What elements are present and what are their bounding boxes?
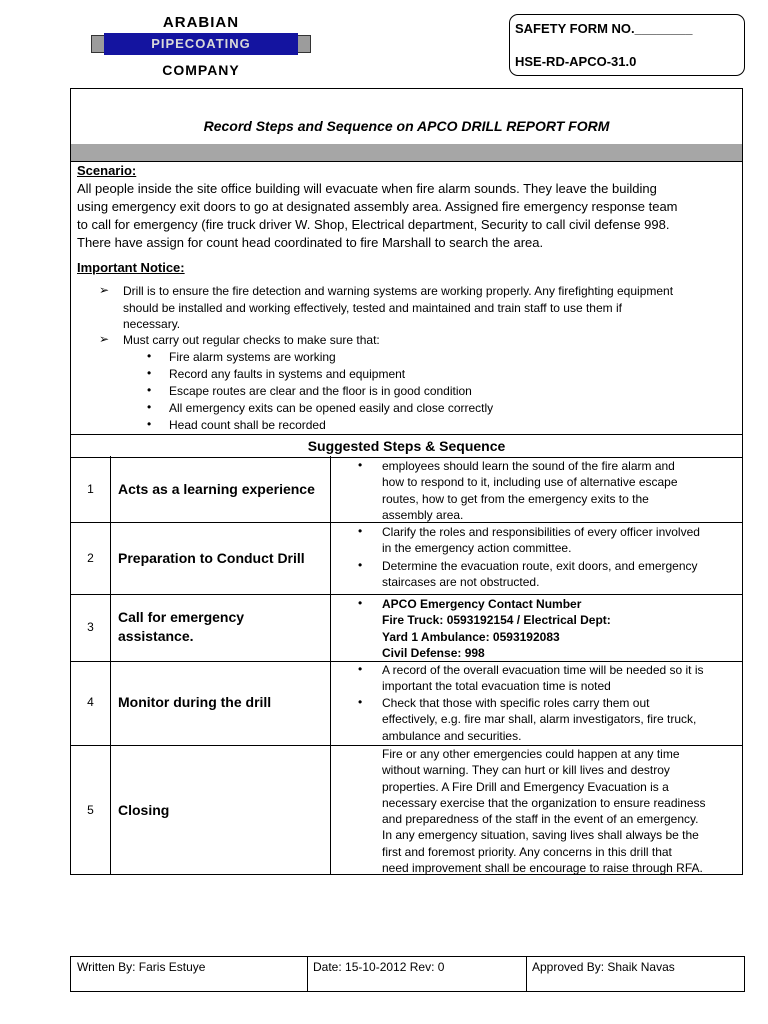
step-row	[71, 662, 742, 746]
step-number: 3	[87, 620, 94, 634]
step-number: 5	[87, 803, 94, 817]
dot-bullet-icon: •	[358, 695, 363, 709]
signature-footer	[70, 956, 745, 992]
desc-line: Check that those with specific roles carry them out	[382, 696, 650, 710]
desc-line: In any emergency situation, saving lives shall always be the	[382, 828, 699, 843]
desc-line: properties. A Fire Drill and Emergency Evacuation is a	[382, 779, 669, 794]
step-row	[71, 523, 742, 595]
desc-line: need improvement shall be encourage to raise through RFA.	[382, 861, 703, 876]
drill-report-form	[70, 88, 743, 875]
notice-sub-item: Fire alarm systems are working	[169, 350, 336, 364]
step-description	[382, 558, 737, 591]
dot-bullet-icon: •	[147, 366, 152, 380]
step-label-line: assistance.	[118, 628, 194, 644]
title-row	[71, 89, 742, 145]
arrow-bullet-icon: ➢	[99, 332, 110, 346]
grey-divider-bar	[71, 144, 742, 162]
safety-form-box	[509, 14, 745, 76]
scenario-line: using emergency exit doors to go at designated assembly area. Assigned fire emergency response team	[77, 199, 678, 214]
desc-line: Determine the evacuation route, exit doors, and emergency	[382, 559, 698, 573]
safety-form-code: HSE-RD-APCO-31.0	[515, 54, 637, 69]
emergency-contacts	[382, 596, 737, 661]
desc-line: APCO Emergency Contact Number	[382, 597, 582, 611]
desc-line: A record of the overall evacuation time will be needed so it is	[382, 663, 704, 677]
dot-bullet-icon: •	[147, 383, 152, 397]
notice-item-line: Drill is to ensure the fire detection and warning systems are working properly. Any firefighting equipment	[123, 284, 674, 298]
desc-line: Civil Defense: 998	[382, 645, 485, 660]
scenario-line: All people inside the site office building will evacuate when fire alarm sounds. They leave the building	[77, 181, 657, 196]
scenario-line: to call for emergency (fire truck driver W. Shop, Electrical department, Security to call civil defense 998.	[77, 217, 670, 232]
logo-line-2: PIPECOATING	[104, 33, 298, 55]
form-title: Record Steps and Sequence on APCO DRILL REPORT FORM	[203, 118, 610, 134]
step-description	[382, 746, 737, 876]
dot-bullet-icon: •	[358, 596, 363, 610]
dot-bullet-icon: •	[358, 458, 363, 472]
notice-sub-item: Head count shall be recorded	[169, 418, 326, 432]
step-description	[382, 458, 737, 523]
date-revision: Date: 15-10-2012 Rev: 0	[313, 960, 445, 974]
dot-bullet-icon: •	[358, 662, 363, 676]
desc-line: without warning. They can hurt or kill lives and destroy	[382, 763, 670, 778]
step-number: 4	[87, 695, 94, 709]
step-row	[71, 456, 742, 523]
desc-line: first and foremost priority. Any concerns in this drill that	[382, 844, 672, 859]
logo-line-1: ARABIAN	[162, 14, 240, 31]
desc-line: how to respond to it, including use of alternative escape	[382, 475, 678, 490]
desc-line: ambulance and securities.	[382, 728, 522, 743]
step-row	[71, 595, 742, 662]
step-label: Preparation to Conduct Drill	[118, 550, 305, 566]
arrow-bullet-icon: ➢	[99, 283, 110, 297]
step-row	[71, 746, 742, 874]
scenario-line: There have assign for count head coordinated to fire Marshall to search the area.	[77, 235, 544, 250]
step-description	[382, 662, 737, 695]
dot-bullet-icon: •	[358, 524, 363, 538]
notice-item-2: Must carry out regular checks to make sure that:	[123, 333, 380, 347]
desc-line: Clarify the roles and responsibilities of every officer involved	[382, 525, 700, 539]
desc-line: effectively, e.g. fire mar shall, alarm investigators, fire truck,	[382, 712, 697, 727]
desc-line: routes, how to get from the emergency exits to the	[382, 491, 649, 506]
notice-sub-item: Record any faults in systems and equipment	[169, 367, 406, 381]
company-logo	[88, 14, 314, 80]
dot-bullet-icon: •	[147, 349, 152, 363]
notice-heading: Important Notice:	[77, 260, 185, 275]
step-number: 2	[87, 551, 94, 565]
desc-line: Yard 1 Ambulance: 0593192083	[382, 629, 560, 644]
written-by: Written By: Faris Estuye	[77, 960, 206, 974]
desc-line: employees should learn the sound of the fire alarm and	[382, 459, 675, 473]
approved-by: Approved By: Shaik Navas	[532, 960, 675, 974]
step-label: Closing	[118, 802, 170, 818]
step-label: Acts as a learning experience	[118, 481, 315, 497]
desc-line: in the emergency action committee.	[382, 541, 572, 556]
desc-line: and preparedness of the staff in the event of an emergency.	[382, 812, 699, 827]
steps-header: Suggested Steps & Sequence	[71, 434, 742, 458]
notice-item-line: should be installed and working effectively, tested and maintained and train staff to use them if	[123, 300, 622, 315]
scenario-heading: Scenario:	[77, 163, 137, 178]
notice-item-1	[123, 283, 673, 333]
step-label	[118, 608, 328, 646]
notice-sub-item: All emergency exits can be opened easily and close correctly	[169, 401, 494, 415]
notice-sub-item: Escape routes are clear and the floor is in good condition	[169, 384, 472, 398]
dot-bullet-icon: •	[147, 417, 152, 431]
notice-item-line: necessary.	[123, 317, 181, 331]
desc-line: assembly area.	[382, 507, 464, 522]
step-description	[382, 524, 737, 557]
scenario-section	[77, 162, 736, 252]
safety-form-label: SAFETY FORM NO.________	[515, 21, 693, 36]
step-description	[382, 695, 737, 744]
logo-line-3: COMPANY	[162, 62, 240, 78]
step-label: Monitor during the drill	[118, 694, 272, 710]
step-number: 1	[87, 482, 94, 496]
step-label-line: Call for emergency	[118, 609, 245, 625]
dot-bullet-icon: •	[358, 558, 363, 572]
desc-line: necessary exercise that the organization to ensure readiness	[382, 795, 706, 810]
desc-line: important the total evacuation time is noted	[382, 679, 611, 694]
desc-line: staircases are not obstructed.	[382, 575, 540, 590]
desc-line: Fire Truck: 0593192154 / Electrical Dept:	[382, 613, 611, 628]
desc-line: Fire or any other emergencies could happen at any time	[382, 747, 680, 761]
dot-bullet-icon: •	[147, 400, 152, 414]
logo-band	[91, 35, 311, 53]
